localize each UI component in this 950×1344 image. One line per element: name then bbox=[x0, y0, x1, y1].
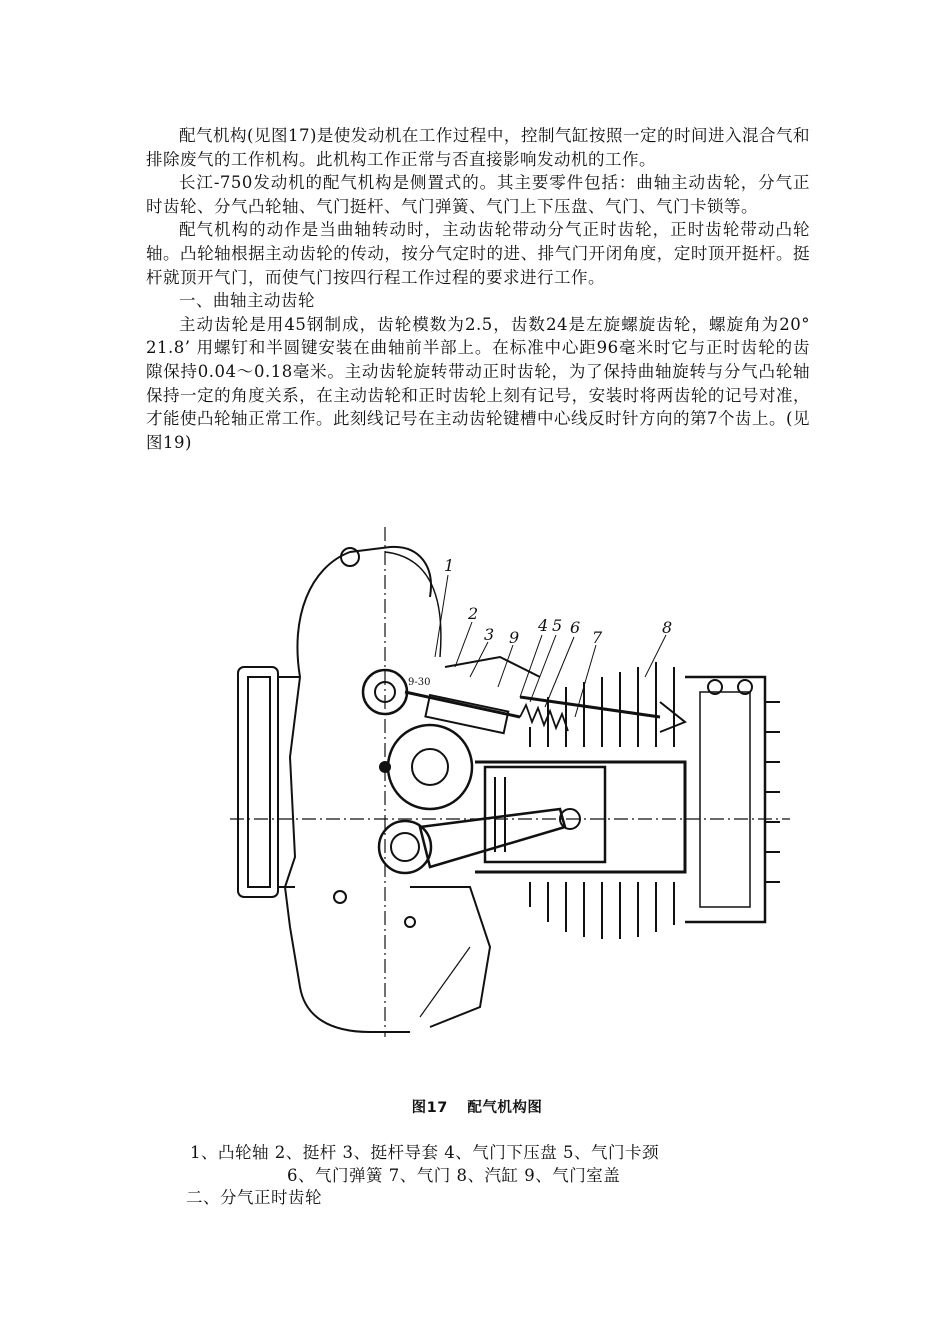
valve-spring bbox=[520, 705, 568, 731]
bolt-icon bbox=[341, 548, 359, 566]
side-cover bbox=[238, 667, 278, 897]
callout-9: 9 bbox=[509, 628, 520, 647]
side-cover-inner bbox=[248, 677, 270, 887]
tappet bbox=[405, 692, 520, 717]
lower-crankcase bbox=[410, 887, 490, 1027]
callout-5: 5 bbox=[552, 616, 563, 635]
legend-line-2: 6、气门弹簧 7、气门 8、汽缸 9、气门室盖 bbox=[287, 1166, 621, 1185]
piston bbox=[485, 767, 605, 862]
cylinder-head bbox=[685, 677, 765, 922]
callout-8: 8 bbox=[662, 618, 673, 637]
callout-leaders bbox=[435, 575, 666, 717]
crankcase-outline-lower bbox=[285, 677, 410, 1032]
crank-gear bbox=[388, 725, 472, 809]
section-2-heading: 二、分气正时齿轮 bbox=[186, 1188, 322, 1207]
figure-number: 图17 bbox=[411, 1100, 448, 1116]
cooling-fins-top bbox=[530, 662, 674, 747]
valve-head bbox=[660, 702, 685, 732]
cooling-fins-bottom bbox=[530, 882, 674, 939]
callout-1: 1 bbox=[444, 556, 455, 575]
engine-cross-section-drawing bbox=[230, 527, 790, 1057]
crankcase-outline bbox=[297, 547, 430, 677]
head-fins bbox=[765, 702, 780, 882]
legend-line-1: 1、凸轮轴 2、挺杆 3、挺杆导套 4、气门下压盘 5、气门卡颈 bbox=[190, 1143, 659, 1162]
figure-caption bbox=[0, 1096, 950, 1117]
crank-pin bbox=[379, 821, 431, 873]
tappet-guide bbox=[425, 695, 508, 733]
body-text bbox=[146, 124, 810, 454]
valve-chamber-cover bbox=[445, 657, 540, 677]
figure-title: 配气机构图 bbox=[467, 1100, 543, 1116]
paragraph-4: 主动齿轮是用45钢制成，齿轮模数为2.5，齿数24是左旋螺旋齿轮，螺旋角为20° 21.8’ 用螺钉和半圆键安装在曲轴前半部上。在标准中心距96毫米时它与正时齿轮的齿隙保持0.04～0.18毫米。主动齿轮旋转带动正时齿轮，为了保持曲轴旋转与分气凸轮轴保持一定的角度关系，在主动齿轮和正时齿轮上刻有记号，安装时将两齿轮的记号对准，才能使凸轮轴正常工作。此刻线记号在主动齿轮键槽中心线反时针方向的第7个齿上。(见图19) bbox=[146, 314, 810, 452]
paragraph-1: 配气机构(见图17)是使发动机在工作过程中，控制气缸按照一定的时间进入混合气和排除废气的工作机构。此机构工作正常与否直接影响发动机的工作。 bbox=[146, 126, 810, 169]
paragraph-3: 配气机构的动作是当曲轴转动时，主动齿轮带动分气正时齿轮，正时齿轮带动凸轮轴。凸轮轴根据主动齿轮的传动，按分气定时的进、排气门开闭角度，定时顶开挺杆。挺杆就顶开气门，而使气门按四行程工作过程的要求进行工作。 bbox=[146, 220, 810, 287]
callout-3: 3 bbox=[484, 625, 495, 644]
engine-valve-mechanism-figure bbox=[230, 527, 790, 1057]
paragraph-2: 长江-750发动机的配气机构是侧置式的。其主要零件包括：曲轴主动齿轮，分气正时齿轮、分气凸轮轴、气门挺杆、气门弹簧、气门上下压盘、气门、气门卡锁等。 bbox=[146, 173, 810, 216]
callout-2: 2 bbox=[468, 604, 479, 623]
callout-7: 7 bbox=[592, 628, 603, 647]
inner-label: 9-30 bbox=[408, 677, 431, 688]
callout-6: 6 bbox=[570, 618, 581, 637]
section-1-heading: 一、曲轴主动齿轮 bbox=[179, 291, 315, 311]
callout-4: 4 bbox=[538, 616, 549, 635]
connecting-rod bbox=[420, 809, 565, 867]
